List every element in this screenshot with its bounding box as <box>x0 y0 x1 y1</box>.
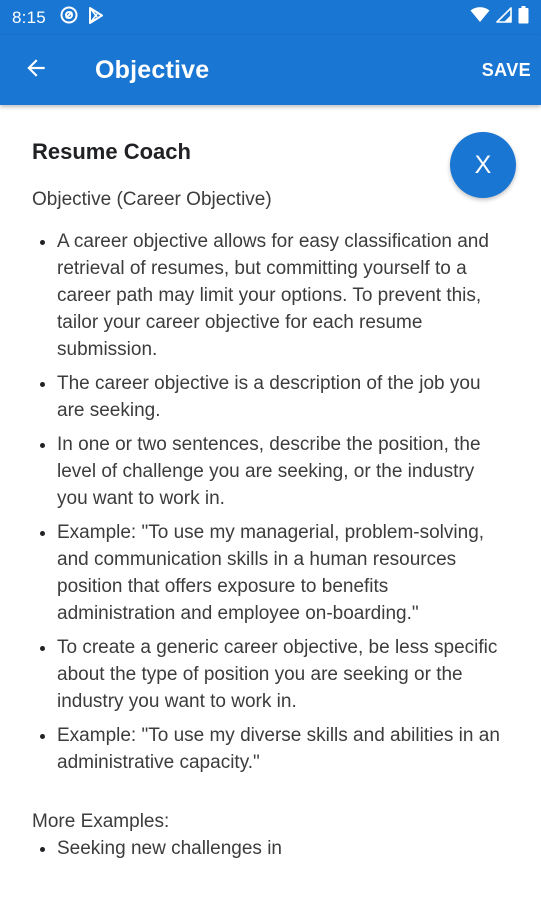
list-item: In one or two sentences, describe the position, the level of challenge you are seeking, or the industry you want to work in. <box>32 431 509 512</box>
arrow-back-icon <box>23 55 49 86</box>
status-bar <box>0 0 541 35</box>
more-examples-title: More Examples: <box>32 811 170 832</box>
status-right-icons <box>470 6 529 29</box>
list-item: To create a generic career objective, be less specific about the type of position you are seeking or the industry you want to work in. <box>32 634 509 715</box>
save-button[interactable]: SAVE <box>481 59 531 80</box>
play-store-icon <box>88 7 104 29</box>
status-left-icons <box>60 6 104 29</box>
list-item: Example: "To use my diverse skills and abilities in an administrative capacity." <box>32 722 509 776</box>
signal-icon <box>496 7 512 28</box>
more-examples-list <box>32 835 509 862</box>
tips-list <box>32 228 509 776</box>
coach-subtitle: Objective (Career Objective) <box>32 189 272 210</box>
battery-icon <box>518 6 529 29</box>
back-button[interactable] <box>12 46 60 94</box>
at-icon <box>60 6 78 29</box>
list-item: The career objective is a description of the job you are seeking. <box>32 370 509 424</box>
list-item: A career objective allows for easy classification and retrieval of resumes, but committing yourself to a career path may limit your options. To prevent this, tailor your career objective for each resume submission. <box>32 228 509 363</box>
status-time: 8:15 <box>12 7 46 27</box>
page-title: Objective <box>95 55 210 84</box>
list-item: Example: "To use my managerial, problem-solving, and communication skills in a human resources position that offers exposure to benefits administration and employee on-boarding." <box>32 519 509 627</box>
app-bar <box>0 35 541 105</box>
list-item: Seeking new challenges in <box>32 835 509 862</box>
close-button[interactable]: X <box>450 132 516 198</box>
coach-title: Resume Coach <box>32 139 191 164</box>
wifi-icon <box>470 7 490 28</box>
coach-panel <box>0 105 541 880</box>
